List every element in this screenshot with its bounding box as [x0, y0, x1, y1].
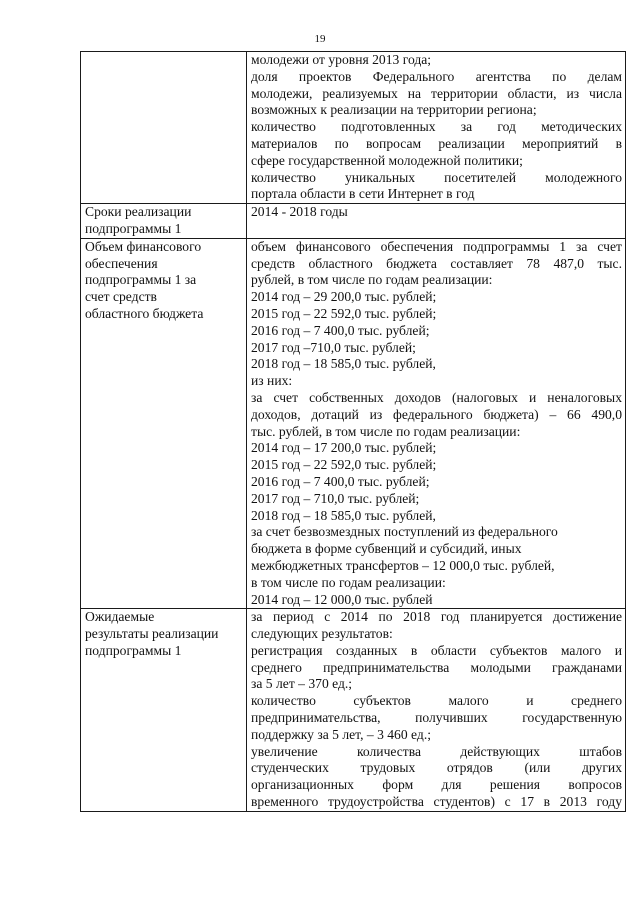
parameter-value-line: тыс. рублей, в том числе по годам реализации:: [251, 423, 521, 439]
parameter-value-line: 2015 год – 22 592,0 тыс. рублей;: [251, 305, 437, 321]
parameter-value-line: 2014 год – 12 000,0 тыс. рублей: [251, 591, 433, 607]
parameter-value-line: временного трудоустройства студентов) с 17 в 2013 году: [251, 794, 622, 810]
parameter-value-line: 2014 год – 29 200,0 тыс. рублей;: [251, 289, 437, 305]
parameter-value-line: количество субъектов малого и среднего: [251, 693, 622, 709]
parameter-value-cell: [247, 238, 626, 609]
parameter-value-line: материалов по вопросам реализации мероприятий в: [251, 135, 622, 151]
parameter-name-line: счет средств: [85, 289, 157, 305]
parameter-value-line: увеличение количества действующих штабов: [251, 743, 622, 759]
parameter-value-line: студенческих трудовых отрядов (или других: [251, 760, 622, 776]
parameter-value-line: доля проектов Федерального агентства по делам: [251, 68, 622, 84]
parameter-value-line: бюджета в форме субвенций и субсидий, иных: [251, 541, 522, 557]
parameter-value-line: молодежи от уровня 2013 года;: [251, 52, 432, 67]
parameter-value-line: 2017 год – 710,0 тыс. рублей;: [251, 490, 420, 506]
parameter-value-line: количество уникальных посетителей молодежного: [251, 169, 622, 185]
parameter-value-line: предпринимательства, получивших государственную: [251, 710, 622, 726]
subprogram-passport-table: [80, 51, 626, 812]
parameter-value-line: 2015 год – 22 592,0 тыс. рублей;: [251, 457, 437, 473]
parameter-value-line: 2014 - 2018 годы: [251, 204, 348, 220]
parameter-value-line: из них:: [251, 373, 293, 389]
funding-volume-row: [81, 238, 626, 609]
parameter-value-line: рублей, в том числе по годам реализации:: [251, 272, 493, 288]
parameter-value-line: межбюджетных трансфертов – 12 000,0 тыс. рублей,: [251, 557, 555, 573]
page-number: 19: [314, 33, 326, 45]
parameter-name-cell: [81, 52, 247, 204]
parameter-value-line: регистрация созданных в области субъектов малого и: [251, 642, 622, 658]
parameter-value-line: организационных форм для решения вопросов: [251, 777, 622, 793]
parameter-value-line: портала области в сети Интернет в год: [251, 186, 475, 202]
parameter-name-line: подпрограммы 1 за: [85, 272, 197, 288]
parameter-name-line: подпрограммы 1: [85, 220, 182, 236]
parameter-value-line: молодежи, реализуемых на территории области, из числа: [251, 85, 622, 101]
parameter-name-line: областного бюджета: [85, 305, 204, 321]
parameter-value-line: за счет собственных доходов (налоговых и неналоговых: [251, 389, 622, 405]
parameter-name-cell: [81, 204, 247, 239]
parameter-name-cell: [81, 238, 247, 609]
indicators-continuation-row: [81, 52, 626, 204]
parameter-value-line: 2017 год –710,0 тыс. рублей;: [251, 339, 416, 355]
parameter-value-line: за 5 лет – 370 ед.;: [251, 676, 353, 692]
parameter-name-line: подпрограммы 1: [85, 642, 182, 658]
parameter-value-line: в том числе по годам реализации:: [251, 574, 446, 590]
parameter-value-line: следующих результатов:: [251, 626, 393, 642]
parameter-name-line: Ожидаемые: [85, 609, 155, 625]
parameter-value-line: сфере государственной молодежной политики;: [251, 152, 523, 168]
parameter-value-line: возможных к реализации на территории региона;: [251, 102, 537, 118]
parameter-name-line: Объем финансового: [85, 238, 202, 254]
parameter-name-line: обеспечения: [85, 255, 158, 271]
parameter-value-line: поддержку за 5 лет, – 3 460 ед.;: [251, 726, 431, 742]
expected-results-row: [81, 609, 626, 812]
implementation-period-row: [81, 204, 626, 239]
parameter-value-cell: [247, 52, 626, 204]
parameter-value-line: 2018 год – 18 585,0 тыс. рублей,: [251, 507, 436, 523]
parameter-value-line: 2016 год – 7 400,0 тыс. рублей;: [251, 322, 430, 338]
parameter-value-line: за счет безвозмездных поступлений из федерального: [251, 524, 558, 540]
parameter-name-line: Сроки реализации: [85, 204, 192, 220]
parameter-value-line: количество подготовленных за год методических: [251, 119, 622, 135]
parameter-value-line: 2016 год – 7 400,0 тыс. рублей;: [251, 473, 430, 489]
parameter-value-line: объем финансового обеспечения подпрограммы 1 за счет: [251, 238, 622, 254]
parameter-value-line: за период с 2014 по 2018 год планируется достижение: [251, 609, 622, 625]
parameter-value-cell: [247, 204, 626, 239]
parameter-value-line: 2018 год – 18 585,0 тыс. рублей,: [251, 356, 436, 372]
parameter-value-line: средств областного бюджета составляет 78 487,0 тыс.: [251, 255, 622, 271]
parameter-name-line: результаты реализации: [85, 626, 219, 642]
parameter-value-line: доходов, дотаций из федерального бюджета) – 66 490,0: [251, 406, 622, 422]
parameter-name-cell: [81, 609, 247, 812]
parameter-value-line: среднего предпринимательства молодыми гражданами: [251, 659, 622, 675]
parameter-value-line: 2014 год – 17 200,0 тыс. рублей;: [251, 440, 437, 456]
parameter-value-cell: [247, 609, 626, 812]
